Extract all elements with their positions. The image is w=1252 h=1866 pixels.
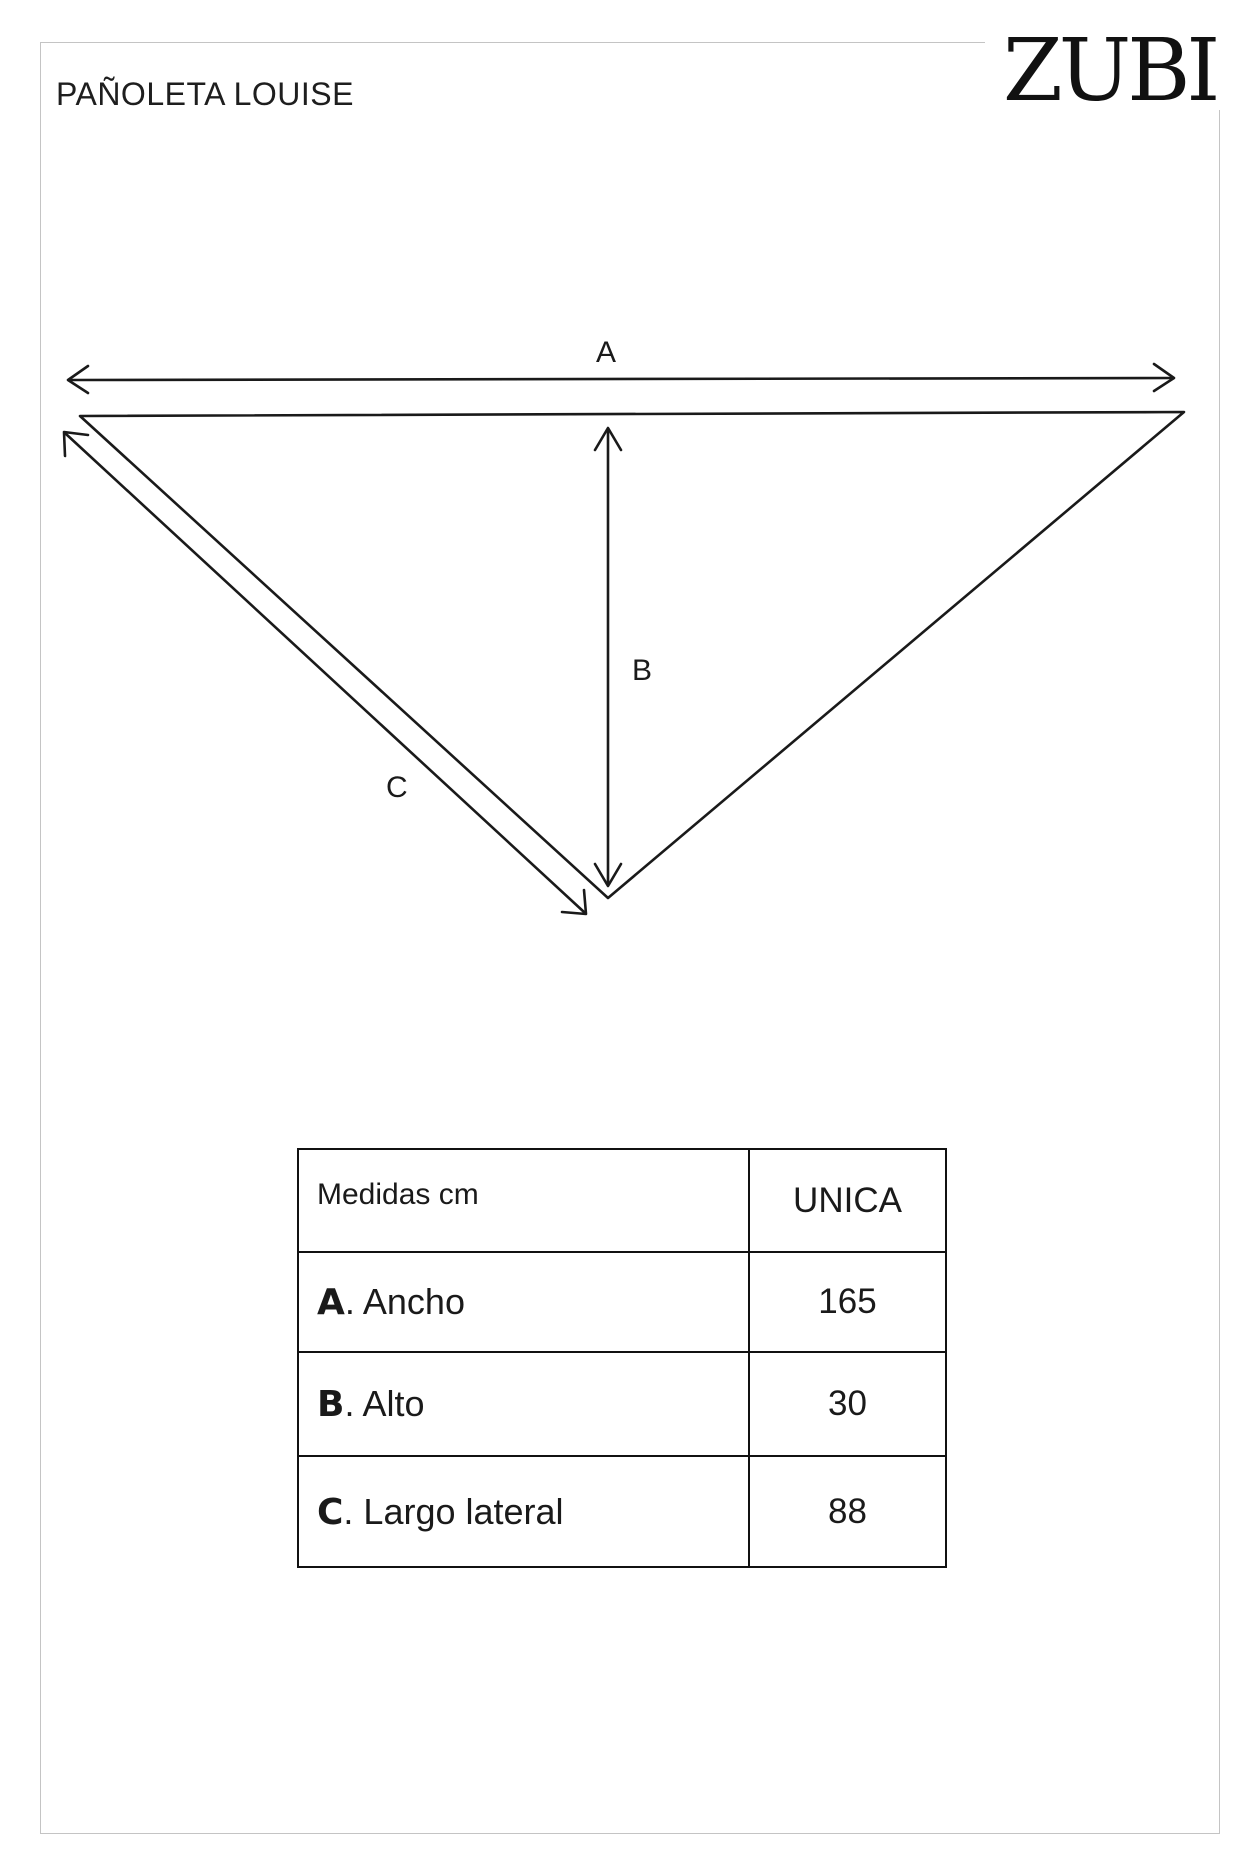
brand-logo: ZUBI [1003, 21, 1217, 121]
arrow-b-height [595, 428, 621, 886]
row-value-cell [749, 1352, 946, 1456]
label-b: B [632, 654, 653, 687]
size-table [297, 1148, 947, 1568]
row-label-height [317, 1383, 425, 1424]
header-size-label: UNICA [793, 1180, 902, 1220]
row-value-side-length: 88 [828, 1491, 867, 1531]
row-value-cell [749, 1252, 946, 1352]
table-header-row [298, 1149, 946, 1252]
row-letter: B [317, 1384, 345, 1425]
row-text: . Alto [344, 1383, 425, 1424]
header-cell-size [749, 1149, 946, 1252]
row-letter: A [317, 1282, 345, 1323]
row-letter: C [317, 1491, 344, 1533]
row-text: . Ancho [344, 1281, 465, 1322]
label-c: C [386, 771, 408, 804]
label-a: A [596, 336, 617, 369]
table-row [298, 1252, 946, 1352]
row-label-cell [298, 1352, 749, 1456]
row-value-height: 30 [828, 1384, 867, 1423]
header-measures-label: Medidas cm [317, 1177, 479, 1211]
arrow-a-width [68, 364, 1174, 393]
row-label-cell [298, 1456, 749, 1567]
table-row [298, 1352, 946, 1456]
row-text: . Largo lateral [343, 1490, 564, 1532]
arrow-c-side [64, 432, 586, 914]
header-cell-measures [298, 1149, 749, 1252]
row-value-width: 165 [818, 1282, 877, 1321]
row-value-cell [749, 1456, 946, 1567]
row-label-width [317, 1281, 465, 1322]
row-label-side-length [317, 1491, 564, 1532]
product-title: PAÑOLETA LOUISE [56, 76, 354, 112]
row-label-cell [298, 1252, 749, 1352]
table-row [298, 1456, 946, 1567]
